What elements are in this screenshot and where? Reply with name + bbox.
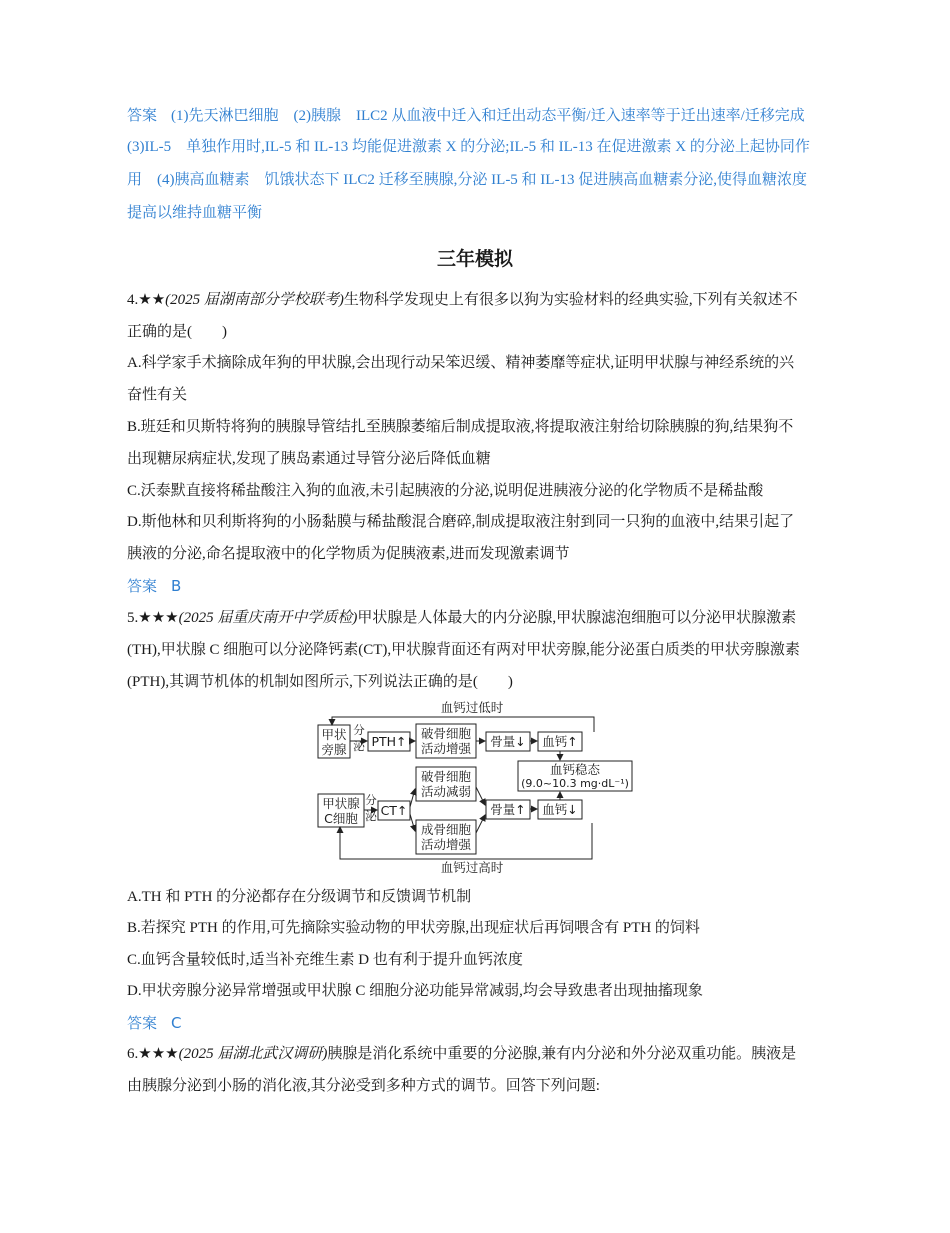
parathyroid-label: 甲状	[321, 727, 347, 742]
ca-down-label: 血钙↓	[542, 802, 578, 817]
answer-line: 用 (4)胰高血糖素 饥饿状态下 ILC2 迁移至胰腺,分泌 IL-5 和 IL-13 促进胰高血糖素分泌,使得血糖浓度	[127, 172, 807, 188]
osteoblast-label: 活动增强	[420, 837, 472, 852]
arrow	[410, 814, 415, 831]
option-a: A.TH 和 PTH 的分泌都存在分级调节和反馈调节机制	[127, 889, 472, 905]
answer-line	[127, 1013, 827, 1034]
osteoclast-up-label: 活动增强	[420, 741, 472, 756]
question-text: 正确的是( )	[127, 324, 227, 340]
option-b: B.班廷和贝斯特将狗的胰腺导管结扎至胰腺萎缩后制成提取液,将提取液注射给切除胰腺的狗,结果狗不	[127, 419, 794, 435]
answer-label: 答案	[127, 1014, 158, 1032]
bone-down-label: 骨量↓	[490, 734, 526, 749]
answer-line: (3)IL-5 单独作用时,IL-5 和 IL-13 均能促进激素 X 的分泌;IL-5 和 IL-13 在促进激素 X 的分泌上起协同作	[127, 139, 810, 155]
question-text: 胰腺是消化系统中重要的分泌腺,兼有内分泌和外分泌双重功能。胰液是	[327, 1046, 797, 1062]
high-calcium-label: 血钙过高时	[440, 860, 504, 875]
question-number: 5.★★★	[127, 610, 179, 626]
question-source: (2025 届湖北武汉调研)	[178, 1046, 328, 1062]
question-source: (2025 届重庆南开中学质检)	[178, 610, 358, 626]
option-d: D.甲状旁腺分泌异常增强或甲状腺 C 细胞分泌功能异常减弱,均会导致患者出现抽搐现象	[127, 983, 703, 999]
option-a: 奋性有关	[127, 387, 188, 403]
parathyroid-label: 旁腺	[321, 742, 347, 757]
ca-up-label: 血钙↑	[542, 734, 578, 749]
question-5-stem	[127, 608, 827, 628]
section-title: 三年模拟	[436, 248, 513, 270]
osteoclast-up-label: 破骨细胞	[420, 726, 472, 741]
secrete-label: 分	[365, 793, 377, 807]
secrete-label: 分	[353, 723, 365, 737]
answer-label: 答案	[127, 577, 158, 595]
option-d: D.斯他林和贝利斯将狗的小肠黏膜与稀盐酸混合磨碎,制成提取液注射到同一只狗的血液中,结果引起了	[127, 514, 795, 530]
option-a: A.科学家手术摘除成年狗的甲状腺,会出现行动呆笨迟缓、精神萎靡等症状,证明甲状腺与神经系统的兴	[127, 355, 795, 371]
arrow	[410, 789, 415, 807]
ct-label: CT↑	[380, 803, 408, 818]
question-number: 4.★★	[127, 292, 166, 308]
thyroid-c-label: C细胞	[324, 811, 358, 826]
question-text: 甲状腺是人体最大的内分泌腺,甲状腺滤泡细胞可以分泌甲状腺激素	[357, 610, 797, 626]
question-6-stem	[127, 1044, 827, 1064]
question-text: (PTH),其调节机体的机制如图所示,下列说法正确的是( )	[127, 674, 513, 690]
bone-up-label: 骨量↑	[490, 802, 526, 817]
secrete-label: 泌	[365, 809, 377, 823]
question-number: 6.★★★	[127, 1046, 179, 1062]
arrow	[476, 787, 485, 805]
osteoclast-down-label: 破骨细胞	[420, 769, 472, 784]
question-text: 由胰腺分泌到小肠的消化液,其分泌受到多种方式的调节。回答下列问题:	[127, 1078, 600, 1094]
option-d: 胰液的分泌,命名提取液中的化学物质为促胰液素,进而发现激素调节	[127, 546, 570, 562]
question-4-stem	[127, 290, 827, 310]
question-text: 生物科学发现史上有很多以狗为实验材料的经典实验,下列有关叙述不	[343, 292, 798, 308]
homeostasis-range: (9.0~10.3 mg·dL⁻¹)	[521, 777, 629, 790]
osteoblast-label: 成骨细胞	[420, 822, 472, 837]
option-b: B.若探究 PTH 的作用,可先摘除实验动物的甲状旁腺,出现症状后再饲喂含有 PTH 的饲料	[127, 920, 700, 936]
pth-label: PTH↑	[371, 734, 407, 749]
answer-value: C	[171, 1014, 182, 1032]
answer-line	[127, 576, 827, 597]
answer-label: 答案	[127, 106, 158, 124]
homeostasis-label: 血钙稳态	[549, 762, 601, 777]
option-c: C.沃泰默直接将稀盐酸注入狗的血液,未引起胰液的分泌,说明促进胰液分泌的化学物质不是稀盐酸	[127, 483, 764, 499]
option-b: 出现糖尿病症状,发现了胰岛素通过导管分泌后降低血糖	[127, 451, 491, 467]
calcium-regulation-diagram	[314, 699, 638, 877]
osteoclast-down-label: 活动减弱	[420, 784, 472, 799]
question-source: (2025 届湖南部分学校联考)	[165, 292, 344, 308]
secrete-label: 泌	[353, 739, 365, 753]
answer-line: 提高以维持血糖平衡	[127, 205, 263, 221]
answer-text: (1)先天淋巴细胞 (2)胰腺 ILC2 从血液中迁入和迁出动态平衡/迁入速率等于迁出速率/迁移完成	[171, 108, 805, 124]
thyroid-c-label: 甲状腺	[322, 796, 360, 811]
option-c: C.血钙含量较低时,适当补充维生素 D 也有利于提升血钙浓度	[127, 952, 523, 968]
answer-line	[127, 105, 827, 126]
arrow	[476, 815, 485, 833]
low-calcium-label: 血钙过低时	[440, 700, 504, 715]
answer-value: B	[171, 577, 182, 595]
question-text: (TH),甲状腺 C 细胞可以分泌降钙素(CT),甲状腺背面还有两对甲状旁腺,能分泌蛋白质类的甲状旁腺激素	[127, 642, 800, 658]
